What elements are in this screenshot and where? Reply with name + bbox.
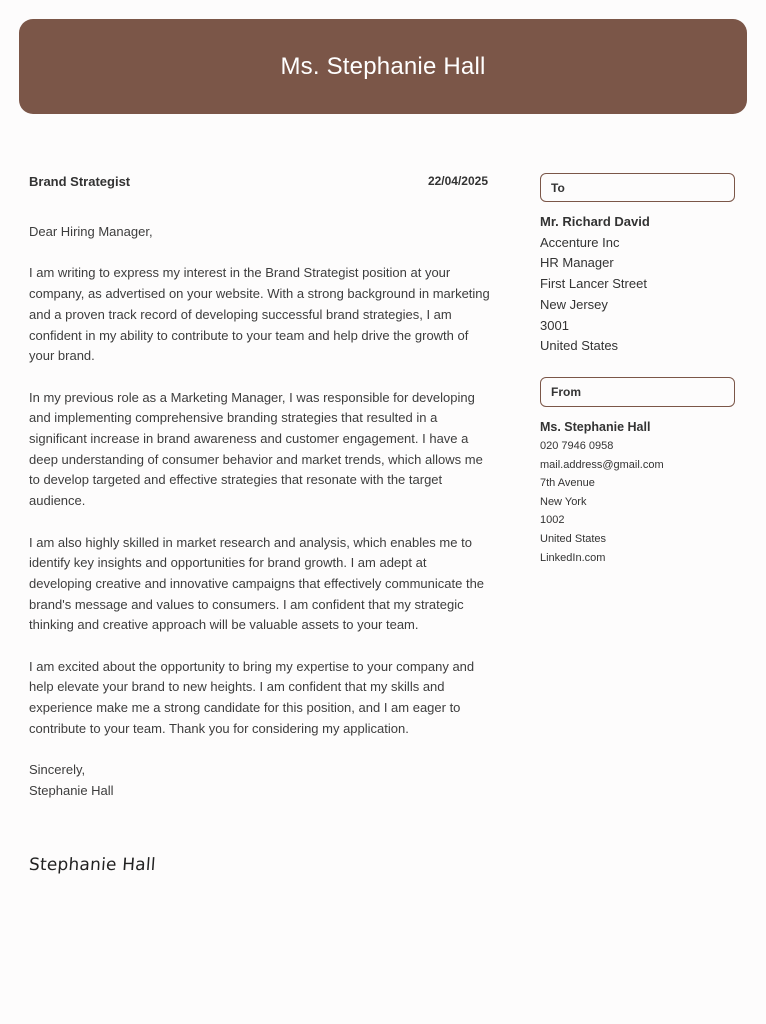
recipient-country: United States	[540, 338, 619, 354]
job-title: Brand Strategist	[29, 174, 131, 189]
recipient-block	[540, 212, 650, 357]
paragraph: I am excited about the opportunity to bring my expertise to your company and help elevate your brand to new heights. I am confident that my skills and experience make me a strong candidate for this position, and I am eager to contribute to your team. Thank you for considering my application.	[29, 658, 475, 736]
sender-street: 7th Avenue	[540, 477, 595, 490]
from-label-box	[540, 377, 735, 407]
signature: Stephanie Hall	[28, 855, 157, 875]
closing-text: Sincerely,	[29, 762, 86, 778]
to-label: To	[551, 180, 565, 195]
recipient-street: First Lancer Street	[540, 276, 647, 292]
letter-date: 22/04/2025	[427, 174, 488, 188]
header-banner	[19, 19, 747, 114]
sender-name: Ms. Stephanie Hall	[540, 420, 651, 434]
greeting: Dear Hiring Manager,	[29, 224, 153, 239]
sender-postcode: 1002	[540, 514, 565, 527]
sender-city: New York	[540, 495, 587, 508]
sender-phone: 020 7946 0958	[540, 440, 614, 452]
recipient-role: HR Manager	[540, 255, 614, 271]
sender-email: mail.address@gmail.com	[540, 458, 664, 471]
recipient-company: Accenture Inc	[540, 234, 620, 250]
closing	[29, 760, 491, 801]
recipient-name: Mr. Richard David	[540, 214, 650, 229]
paragraph: I am writing to express my interest in the Brand Strategist position at your company, as advertised on your website. With a strong background in marketing and a proven track record of developing successful brand strategies, I am confident in my ability to contribute to your team and help drive the growth of your brand.	[29, 265, 490, 364]
to-label-box	[540, 173, 735, 202]
recipient-postcode: 3001	[540, 317, 569, 333]
from-label: From	[551, 385, 581, 399]
sender-website: LinkedIn.com	[540, 551, 606, 564]
header-name: Ms. Stephanie Hall	[280, 52, 486, 80]
sender-block	[540, 417, 664, 567]
letter-body	[29, 222, 491, 802]
recipient-state: New Jersey	[540, 296, 608, 312]
sender-country: United States	[540, 532, 607, 545]
closing-name: Stephanie Hall	[29, 782, 114, 798]
paragraph: In my previous role as a Marketing Manager, I was responsible for developing and implementing comprehensive branding strategies that resulted in a significant increase in brand awareness and customer engagement. I have a deep understanding of consumer behavior and market trends, which allows me to develop targeted and effective strategies that resonate with the target audience.	[29, 389, 483, 509]
paragraph: I am also highly skilled in market research and analysis, which enables me to identify key insights and opportunities for brand growth. I am adept at developing creative and innovative campaigns that effectively communicate the brand's message and values to consumers. I am confident that my strategic thinking and creative approach will be valuable assets to your team.	[29, 534, 485, 633]
